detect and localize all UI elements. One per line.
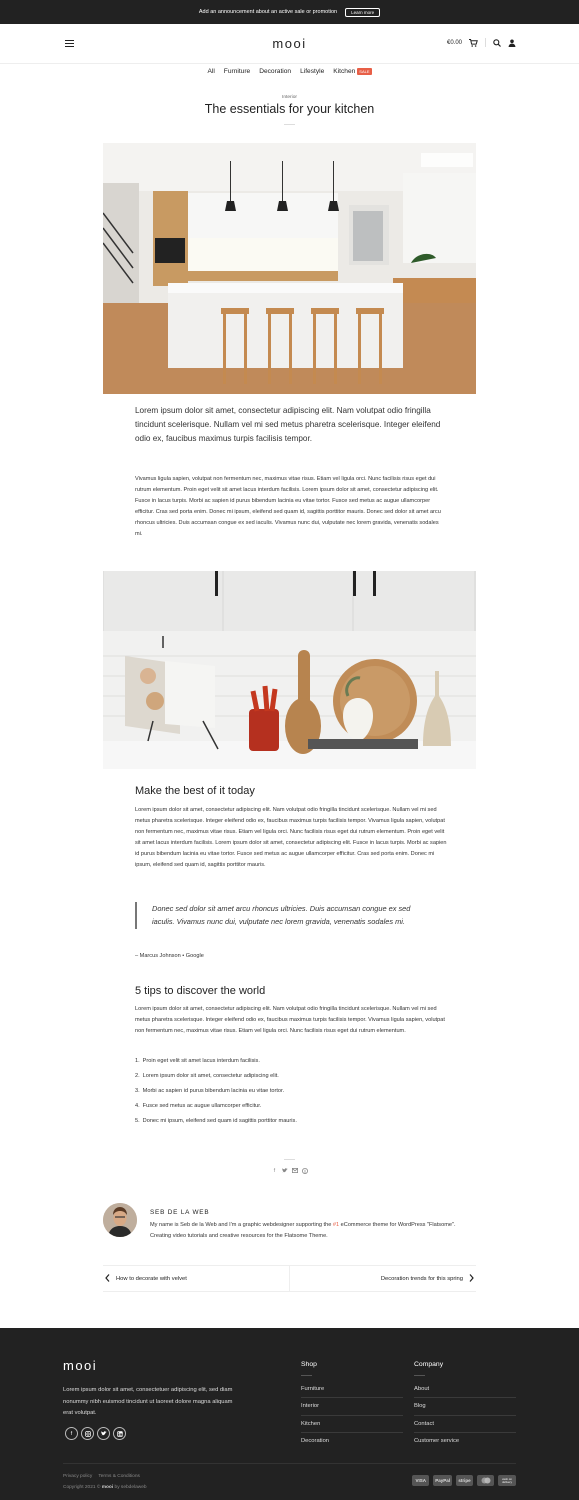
- footer-heading-divider: [414, 1375, 425, 1376]
- footer-logo[interactable]: mooi: [63, 1358, 98, 1373]
- announcement-bar: [0, 0, 579, 24]
- footer-legal-links: [63, 1474, 140, 1479]
- author-name: SEB DE LA WEB: [150, 1209, 210, 1216]
- post-paragraph-3: Lorem ipsum dolor sit amet, consectetur adipiscing elit. Nam volutpat odio fringilla tincidunt scelerisque. Nullam vel mi sed metus pharetra scelerisque. Integer eleifend odio ex, faucibus maximus turpis facilisis tempor. Vivamus ligula sapien, volutpat non fermentum nec, maximus vitae risus. Etiam vel ligula orci. Nunc facilisis risus eget dui rutrum elementum.: [135, 1006, 445, 1035]
- category-all[interactable]: All: [207, 68, 215, 75]
- footer-company-heading: Company: [414, 1361, 444, 1368]
- category-decoration[interactable]: Decoration: [259, 68, 292, 75]
- visa-icon: VISA: [412, 1475, 429, 1486]
- previous-post-link[interactable]: [105, 1274, 187, 1284]
- list-item: 4. Fusce sed metus ac augue ullamcorper efficitur.: [135, 1103, 262, 1110]
- site-footer: [0, 1328, 579, 1500]
- instagram-icon[interactable]: [81, 1427, 94, 1440]
- list-item: 2. Lorem ipsum dolor sit amet, consectetur adipiscing elit.: [135, 1073, 279, 1080]
- list-item: 3. Morbi ac sapien id purus bibendum lacinia eu vitae tortor.: [135, 1088, 285, 1095]
- sale-badge: SALE: [359, 69, 370, 74]
- twitter-icon[interactable]: [97, 1427, 110, 1440]
- post-category[interactable]: Interior: [282, 95, 297, 100]
- footer-link-interior[interactable]: Interior: [301, 1398, 403, 1415]
- stripe-icon: stripe: [456, 1475, 473, 1486]
- footer-link-contact[interactable]: Contact: [414, 1416, 516, 1433]
- category-nav: [0, 68, 579, 75]
- footer-link-blog[interactable]: Blog: [414, 1398, 516, 1415]
- next-post-title: Decoration trends for this spring: [380, 1276, 463, 1282]
- list-item: 1. Proin eget velit sit amet lacus interdum facilisis.: [135, 1058, 260, 1064]
- post-nav-divider: [289, 1266, 290, 1292]
- footer-social-icons: [65, 1427, 126, 1440]
- mastercard-icon: [477, 1475, 494, 1486]
- author-avatar: [103, 1203, 137, 1237]
- pinterest-icon[interactable]: [301, 1167, 308, 1174]
- chevron-left-icon: [105, 1274, 110, 1284]
- footer-shop-heading: Shop: [301, 1361, 317, 1368]
- quote-citation: – Marcus Johnson • Google: [135, 953, 204, 959]
- kitchen-hero-image: [103, 143, 476, 394]
- site-logo[interactable]: mooi: [272, 36, 307, 51]
- site-header: [0, 24, 579, 64]
- blockquote: Donec sed dolor sit amet arcu rhoncus ultricies. Duis accumsan congue ex sed iaculis. Vivamus nunc dui, vulputate nec lorem gravida, venenatis sodales mi.: [135, 902, 435, 929]
- list-item: 5. Donec mi ipsum, eleifend sed quam id sagittis porttitor mauris.: [135, 1118, 297, 1125]
- footer-link-decoration[interactable]: Decoration: [301, 1437, 330, 1444]
- next-post-link[interactable]: [381, 1274, 474, 1284]
- paypal-icon: PayPal: [433, 1475, 452, 1486]
- footer-divider: [63, 1463, 516, 1464]
- share-divider: [284, 1159, 295, 1160]
- post-navigation: [103, 1265, 476, 1292]
- cart-total[interactable]: €0.00: [446, 39, 462, 46]
- cash-on-delivery-icon: cash on delivery: [498, 1475, 516, 1486]
- kitchen-decor-image: [103, 571, 476, 769]
- section-heading-tips: 5 tips to discover the world: [135, 985, 266, 997]
- user-account-icon[interactable]: [508, 39, 516, 47]
- shopping-cart-icon[interactable]: [469, 39, 478, 47]
- footer-link-customer-service[interactable]: Customer service: [414, 1437, 460, 1444]
- footer-company-column: [414, 1361, 516, 1450]
- section-heading-best: Make the best of it today: [135, 785, 255, 797]
- linkedin-icon[interactable]: [113, 1427, 126, 1440]
- author-bio-hashtag[interactable]: #1: [332, 1222, 340, 1228]
- category-furniture[interactable]: Furniture: [223, 68, 251, 75]
- chevron-right-icon: [469, 1274, 474, 1284]
- tips-list: [135, 1058, 297, 1133]
- copyright: Copyright 2021 © mooi by sebdelaweb: [63, 1485, 147, 1490]
- category-lifestyle[interactable]: Lifestyle: [300, 68, 325, 75]
- previous-post-title: How to decorate with velvet: [116, 1276, 187, 1282]
- facebook-icon[interactable]: f: [65, 1427, 78, 1440]
- post-title: The essentials for your kitchen: [204, 102, 375, 116]
- payment-icons: [412, 1475, 516, 1486]
- facebook-icon[interactable]: f: [273, 1167, 276, 1174]
- header-actions: [447, 38, 516, 47]
- twitter-icon[interactable]: [281, 1167, 288, 1174]
- footer-description: Lorem ipsum dolor sit amet, consectetuer adipiscing elit, sed diam nonummy nibh euismod tincidunt ut laoreet dolore magna aliquam erat volutpat.: [63, 1387, 233, 1416]
- title-divider: [284, 124, 295, 125]
- footer-link-furniture[interactable]: Furniture: [301, 1381, 403, 1398]
- privacy-policy-link[interactable]: Privacy policy: [63, 1474, 93, 1479]
- announcement-text: Add an announcement about an active sale or promotion: [198, 9, 338, 15]
- search-icon[interactable]: [493, 39, 501, 47]
- footer-link-about[interactable]: About: [414, 1381, 516, 1398]
- post-lead: Lorem ipsum dolor sit amet, consectetur adipiscing elit. Nam volutpat odio fringilla tincidunt scelerisque. Nullam vel mi sed metus pharetra scelerisque. Integer eleifend odio ex, faucibus maximus turpis facilisis tempor.: [135, 406, 441, 443]
- terms-link[interactable]: Terms & Conditions: [98, 1474, 140, 1479]
- author-bio: My name is Seb de la Web and I'm a graphic webdesigner supporting the #1 eCommerce theme for WordPress "Flatsome". Creating video tutorials and creative resources for the Flatsome Theme.: [150, 1222, 456, 1239]
- post-paragraph-2: Lorem ipsum dolor sit amet, consectetur adipiscing elit. Nam volutpat odio fringilla tincidunt scelerisque. Nullam vel mi sed metus pharetra scelerisque. Integer eleifend odio ex, faucibus maximus turpis facilisis tempor. Vivamus ligula sapien, volutpat non fermentum nec, maximus vitae risus. Etiam vel ligula orci. Nunc facilisis risus eget dui rutrum elementum. Proin eget velit sit amet lacus interdum facilisis. Lorem ipsum dolor sit amet, consectetur adipiscing elit. Fusce in lacus turpis. Morbi ac sapien id purus bibendum lacinia eu vitae tortor. Fusce sed metus ac augue ullamcorper efficitur. Cras sed porta enim. Donec mi ipsum, eleifend sed quam id, sagittis porttitor mauris.: [135, 807, 447, 869]
- footer-shop-column: [301, 1361, 403, 1450]
- email-icon[interactable]: [291, 1167, 298, 1174]
- category-kitchen-label: Kitchen: [333, 68, 356, 75]
- learn-more-button[interactable]: Learn more: [345, 8, 380, 17]
- footer-link-kitchen[interactable]: Kitchen: [301, 1416, 403, 1433]
- footer-heading-divider: [301, 1375, 312, 1376]
- share-icons: [0, 1167, 579, 1174]
- post-paragraph-1: Vivamus ligula sapien, volutpat non fermentum nec, maximus vitae risus. Etiam vel ligula orci. Nunc facilisis risus eget dui rutrum elementum. Proin eget velit sit amet lacus interdum facilisis. Lorem ipsum dolor sit amet, consectetur adipiscing elit. Fusce in lacus turpis. Morbi ac sapien id purus bibendum lacinia eu vitae tortor. Fusce sed metus ac augue ullamcorper efficitur. Cras sed porta enim. Donec mi ipsum, eleifend sed quam id, sagittis porttitor mauris. Donec sed dolor sit amet arcu rhoncus ultricies. Duis accumsan congue ex sed iaculis. Vivamus nunc dui, vulputate nec lorem gravida, venenatis sodales mi.: [135, 476, 441, 538]
- category-kitchen[interactable]: [333, 68, 371, 75]
- header-separator: [485, 38, 486, 47]
